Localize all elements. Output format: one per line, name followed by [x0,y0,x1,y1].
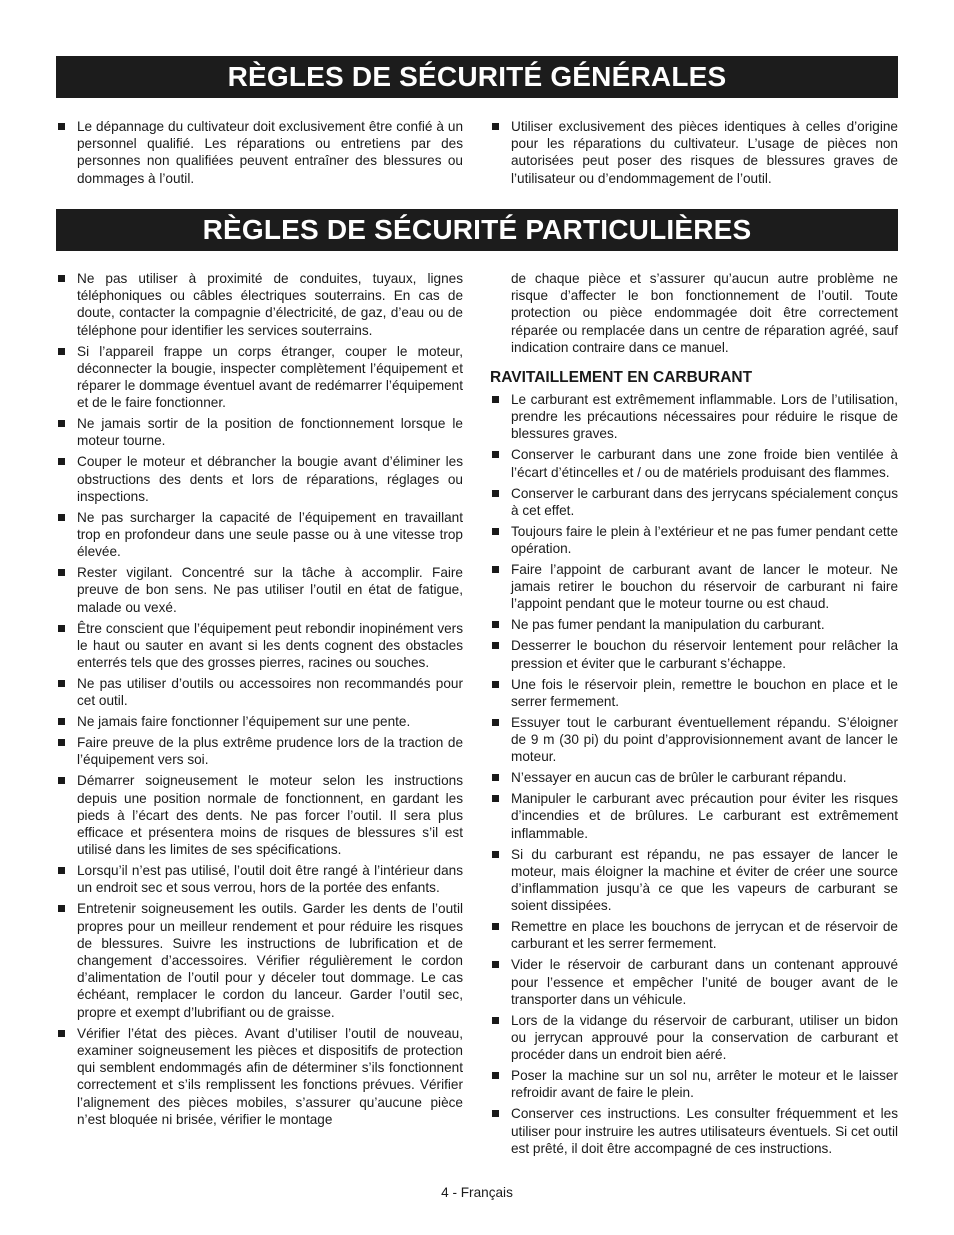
list-item: Manipuler le carburant avec précaution pour éviter les risques d’incendies et de brûlures. Le carburant est extrêmement inflammable. [490,790,898,842]
list-item: Vider le réservoir de carburant dans un contenant approuvé pour l’essence et empêcher l’unité de bouger avant de le transporter dans un véhicule. [490,956,898,1008]
list-item: Conserver le carburant dans une zone froide bien ventilée à l’écart d’étincelles et / ou de matériels produisant des flammes. [490,446,898,480]
list-item: Ne jamais faire fonctionner l’équipement sur une pente. [56,713,463,730]
list-item: Le carburant est extrêmement inflammable. Lors de l’utilisation, prendre les précautions nécessaires pour réduire le risque de blessures graves. [490,391,898,443]
heading-specific-text: RÈGLES DE SÉCURITÉ PARTICULIÈRES [202,214,752,245]
page-footer: 4 - Français [441,1185,513,1200]
heading-specific-safety-rules [56,209,898,251]
general-rules-left-list [56,118,463,187]
list-item: Être conscient que l’équipement peut rebondir inopinément vers le haut ou sauter en avant si les dents cognent des obstacles enterrés tels que des grosses pierres, racines ou souches. [56,620,463,672]
list-item: Remettre en place les bouchons de jerrycan et de réservoir de carburant et les serrer fermement. [490,918,898,952]
specific-rules-left-list [56,270,463,1128]
list-item: Entretenir soigneusement les outils. Garder les dents de l’outil propres pour un meilleur rendement et pour réduire les risques de blessures. Suivre les instructions de lubrification et de changement d’accessoires. Vérifier régulièrement le cordon d’alimentation de l’outil pour y déceler tout dommage. Le cas échéant, remplacer le cordon du lanceur. Garder l’outil sec, propre et exempt d’lubrifiant ou de graisse. [56,900,463,1020]
general-rules-right-list [490,118,898,187]
general-rules-left-column [56,118,463,191]
list-item: Conserver ces instructions. Les consulter fréquemment et les utiliser pour instruire les autres utilisateurs éventuels. Si cet outil est prêté, il doit être accompagné de ces instructions. [490,1105,898,1157]
list-item: Ne pas fumer pendant la manipulation du carburant. [490,616,898,633]
general-rules-right-column [490,118,898,191]
list-item: Rester vigilant. Concentré sur la tâche à accomplir. Faire preuve de bon sens. Ne pas utiliser l’outil en état de fatigue, malade ou vexé. [56,564,463,616]
list-item: Lors de la vidange du réservoir de carburant, utiliser un bidon ou jerrycan approuvé pour la conservation de carburant et procéder dans un endroit bien aéré. [490,1012,898,1064]
specific-rules-left-column [56,270,463,1132]
list-item: Si l’appareil frappe un corps étranger, couper le moteur, déconnecter la bougie, inspecter complètement l’équipement et réparer le dommage éventuel avant de redémarrer l’équipement et de le faire fonctionner. [56,343,463,412]
list-item: Poser la machine sur un sol nu, arrêter le moteur et le laisser refroidir avant de faire le plein. [490,1067,898,1101]
list-item: Démarrer soigneusement le moteur selon les instructions depuis une position normale de fonctionnent, en gardant les pieds à l’écart des dents. Ne pas forcer l’outil. Il sera plus efficace et présentera moins de risques de blessures s’il est utilisé dans les limites de ses spécifications. [56,772,463,858]
heading-general-safety-rules [56,56,898,98]
list-item: Utiliser exclusivement des pièces identiques à celles d’origine pour les réparations du cultivateur. L’usage de pièces non autorisées peut poser des risques de blessures graves de l’utilisateur ou d’endommagement de l’outil. [490,118,898,187]
list-item: Faire l’appoint de carburant avant de lancer le moteur. Ne jamais retirer le bouchon du réservoir de carburant ni faire l’appoint pendant que le moteur tourne ou est chaud. [490,561,898,613]
list-item: Ne jamais sortir de la position de fonctionnement lorsque le moteur tourne. [56,415,463,449]
list-item: Ne pas surcharger la capacité de l’équipement en travaillant trop en profondeur dans une seule passe ou à une vitesse trop élevée. [56,509,463,561]
list-item: Ne pas utiliser d’outils ou accessoires non recommandés pour cet outil. [56,675,463,709]
list-item: Le dépannage du cultivateur doit exclusivement être confié à un personnel qualifié. Les réparations ou entretiens par des personnes non qualifiées peuvent entraîner des blessures ou dommages à l’outil. [56,118,463,187]
specific-rules-continuation: de chaque pièce et s’assurer qu’aucun autre problème ne risque d’affecter le bon fonctionnement de l’outil. Toute protection ou pièce endommagée doit être correctement réparée ou remplacée dans un centre de réparation agréé, sauf indication contraire dans ce manuel. [511,271,898,355]
specific-rules-right-column [490,270,898,1161]
fuel-section-heading: RAVITAILLEMENT EN CARBURANT [490,369,753,387]
list-item: Lorsqu’il n’est pas utilisé, l’outil doit être rangé à l’intérieur dans un endroit sec et sous verrou, hors de la portée des enfants. [56,862,463,896]
list-item: N’essayer en aucun cas de brûler le carburant répandu. [490,769,898,786]
list-item: Desserrer le bouchon du réservoir lentement pour relâcher la pression et éviter que le carburant s’échappe. [490,637,898,671]
list-item: Si du carburant est répandu, ne pas essayer de lancer le moteur, mais éloigner la machine et éviter de créer une source d’inflammation jusqu’à ce que les vapeurs de carburant se soient dissipées. [490,846,898,915]
list-item: Vérifier l’état des pièces. Avant d’utiliser l’outil de nouveau, examiner soigneusement les pièces et dispositifs de protection qui semblent endommagés afin de déterminer s’ils fonctionnent correctement et s’ils remplissent les fonctions prévues. Vérifier l’alignement des pièces mobiles, s’assurer qu’aucune pièce n’est bloquée ni brisée, vérifier le montage [56,1025,463,1128]
fuel-rules-list [490,391,898,1157]
list-item: Faire preuve de la plus extrême prudence lors de la traction de l’équipement vers soi. [56,734,463,768]
list-item: Essuyer tout le carburant éventuellement répandu. S’éloigner de 9 m (30 pi) du point d’approvisionnement avant de lancer le moteur. [490,714,898,766]
list-item: Toujours faire le plein à l’extérieur et ne pas fumer pendant cette opération. [490,523,898,557]
list-item: Couper le moteur et débrancher la bougie avant d’éliminer les obstructions des dents et lors de réparations, réglages ou inspections. [56,453,463,505]
list-item: Conserver le carburant dans des jerrycans spécialement conçus à cet effet. [490,485,898,519]
list-item: Ne pas utiliser à proximité de conduites, tuyaux, lignes téléphoniques ou câbles électriques souterrains. En cas de doute, contacter la compagnie d’électricité, de gaz, d’eau ou de téléphone pour identifier les services souterrains. [56,270,463,339]
list-item: Une fois le réservoir plein, remettre le bouchon en place et le serrer fermement. [490,676,898,710]
heading-general-text: RÈGLES DE SÉCURITÉ GÉNÉRALES [227,61,727,92]
